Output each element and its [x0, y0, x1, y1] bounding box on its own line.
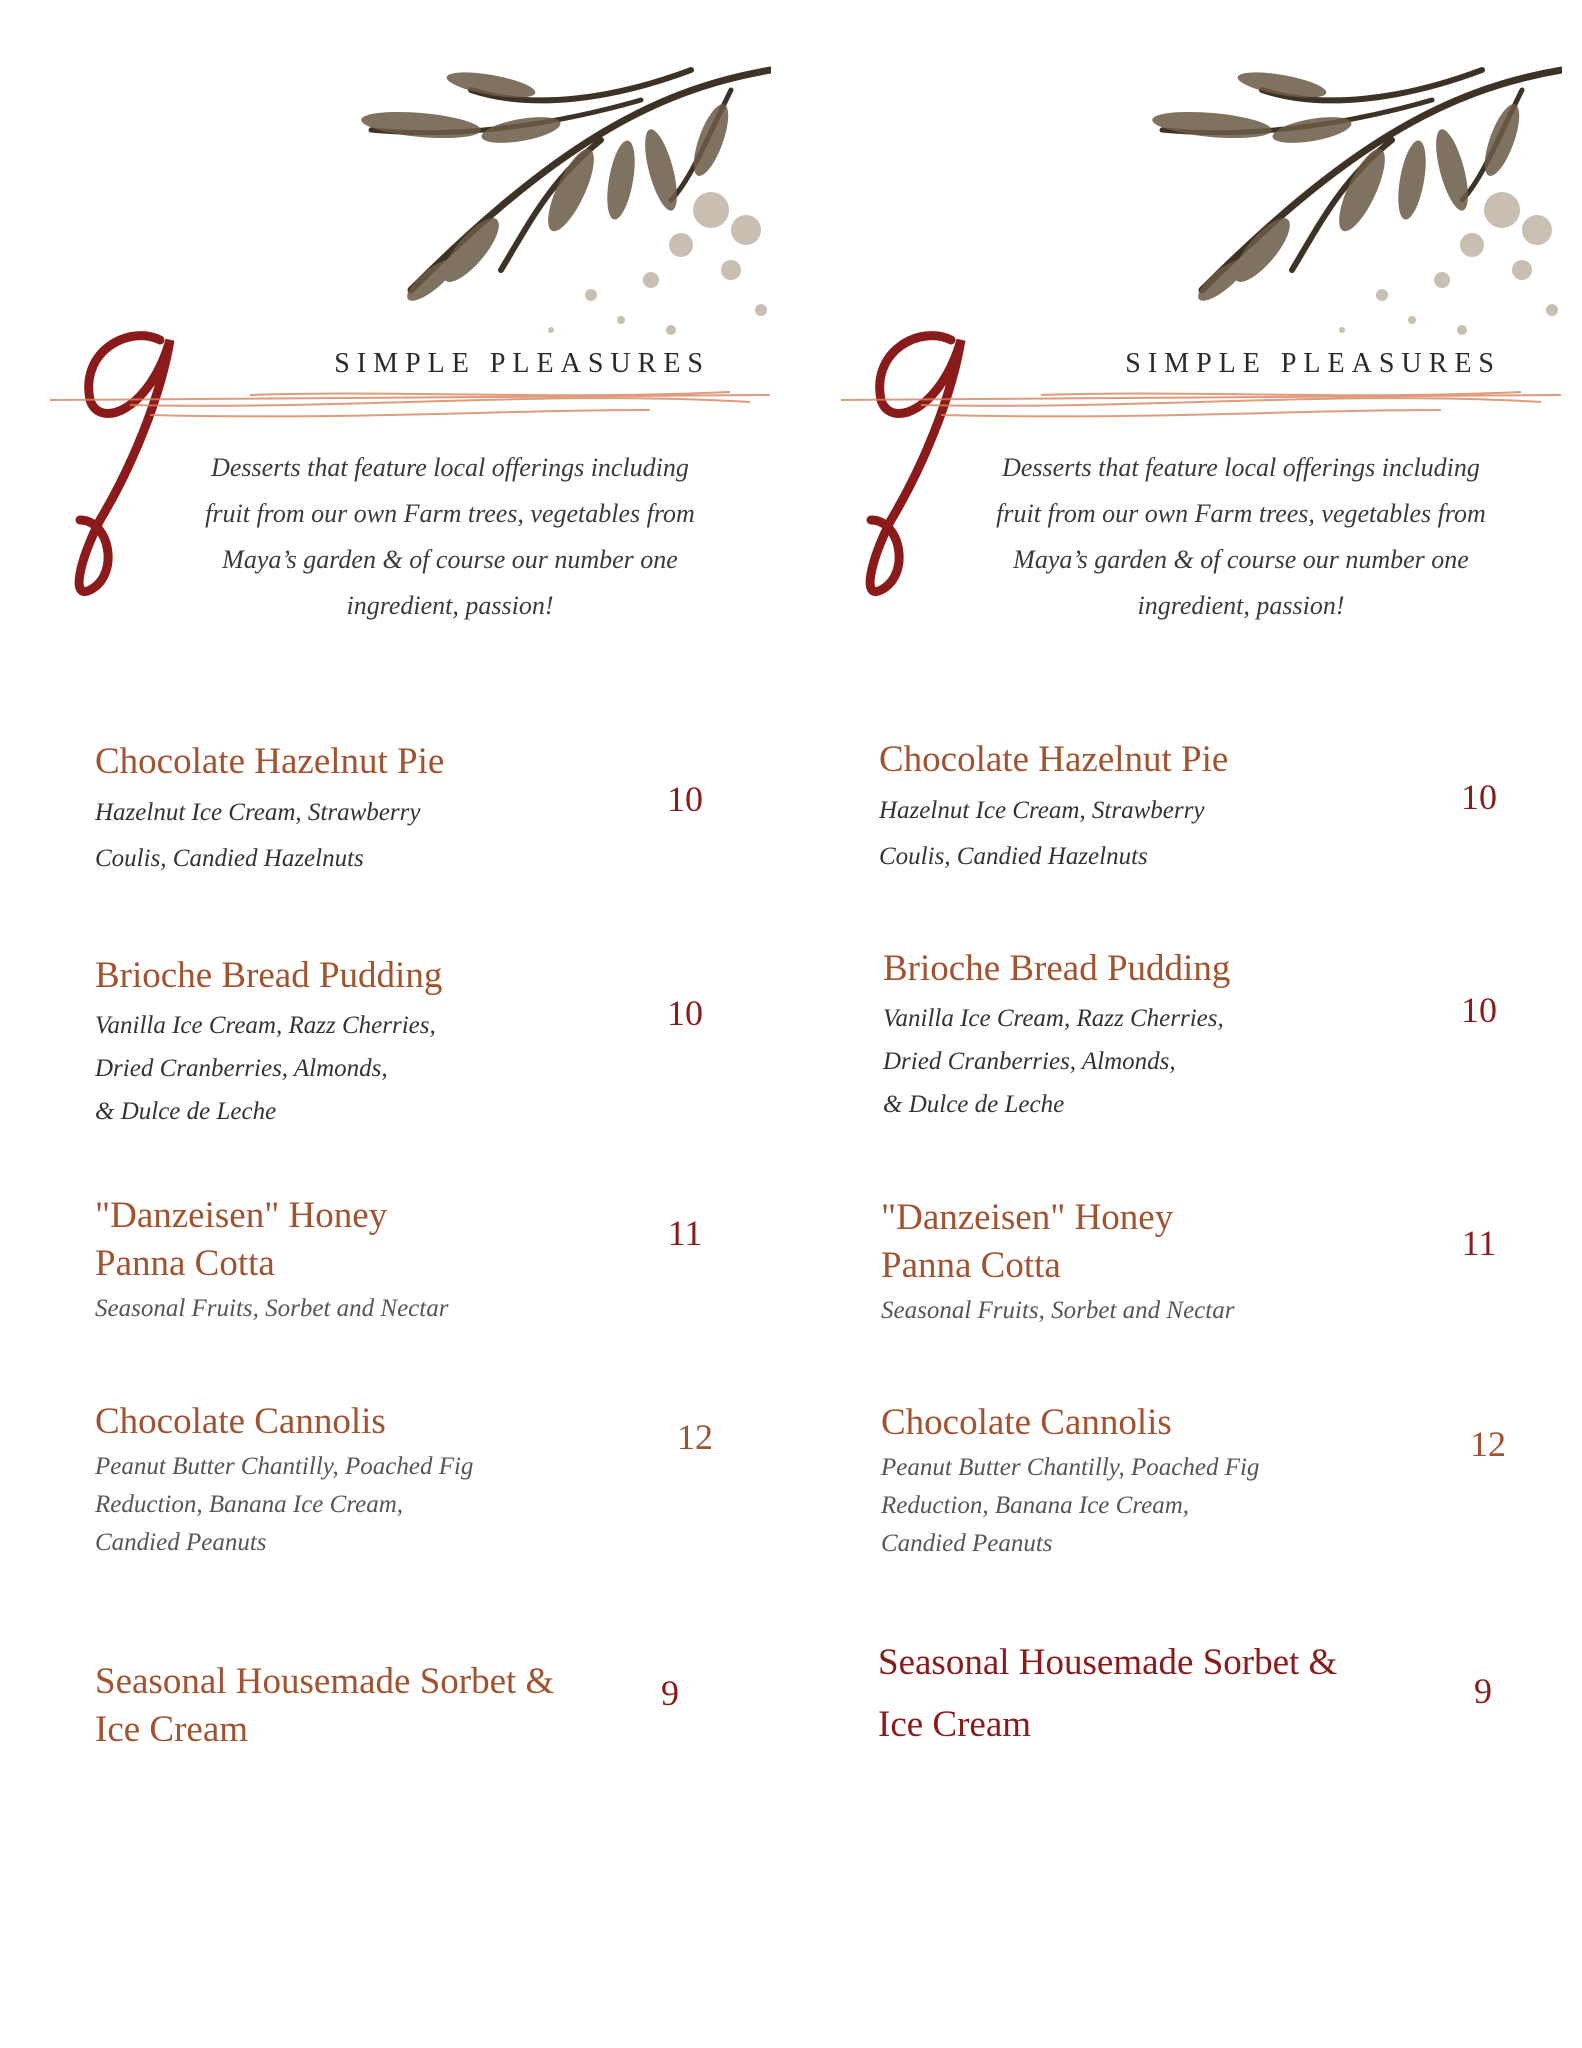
item-price: 10: [1461, 990, 1497, 1030]
menu-item-sorbet-ice-cream: [95, 1658, 715, 1754]
decorative-rule: [841, 380, 1561, 430]
item-price: 9: [661, 1673, 679, 1713]
item-price: 12: [1470, 1424, 1506, 1464]
item-name: Brioche Bread Pudding: [883, 948, 1231, 989]
menu-item-chocolate-cannolis: [881, 1399, 1506, 1563]
intro-line: Maya’s garden & of course our number one: [222, 545, 678, 574]
item-name: Chocolate Hazelnut Pie: [879, 739, 1229, 780]
botanical-illustration: [171, 30, 771, 360]
item-price: 10: [667, 779, 703, 819]
menu-item-chocolate-hazelnut-pie: [95, 738, 715, 882]
item-description: Hazelnut Ice Cream, Strawberry Coulis, Candied Hazelnuts: [879, 797, 1205, 870]
menu-item-brioche-bread-pudding: [883, 945, 1503, 1126]
menu-item-chocolate-hazelnut-pie: [879, 736, 1499, 880]
menu-item-honey-panna-cotta: [881, 1194, 1501, 1330]
item-name: "Danzeisen" Honey Panna Cotta: [881, 1197, 1174, 1286]
item-price: 9: [1474, 1671, 1492, 1711]
section-intro: [200, 445, 700, 629]
item-name: "Danzeisen" Honey Panna Cotta: [95, 1195, 388, 1284]
item-name: Chocolate Cannolis: [881, 1402, 1172, 1443]
item-name: Brioche Bread Pudding: [95, 955, 443, 996]
item-description: Seasonal Fruits, Sorbet and Nectar: [95, 1295, 449, 1322]
item-price: 10: [1461, 777, 1497, 817]
section-number-9-flourish: [50, 320, 190, 600]
item-price: 10: [667, 993, 703, 1033]
item-name: Seasonal Housemade Sorbet & Ice Cream: [95, 1661, 555, 1750]
menu-item-honey-panna-cotta: [95, 1192, 715, 1328]
intro-line: fruit from our own Farm trees, vegetables from: [205, 499, 695, 528]
item-description: Hazelnut Ice Cream, Strawberry Coulis, Candied Hazelnuts: [95, 799, 421, 872]
item-description: Vanilla Ice Cream, Razz Cherries, Dried Cranberries, Almonds, & Dulce de Leche: [883, 1005, 1224, 1118]
intro-line: ingredient, passion!: [346, 591, 554, 620]
item-price: 11: [1461, 1223, 1497, 1263]
item-name: Chocolate Hazelnut Pie: [95, 741, 445, 782]
intro-line: fruit from our own Farm trees, vegetables from: [996, 499, 1486, 528]
botanical-illustration: [962, 30, 1562, 360]
item-description: Vanilla Ice Cream, Razz Cherries, Dried Cranberries, Almonds, & Dulce de Leche: [95, 1012, 436, 1125]
item-name: Chocolate Cannolis: [95, 1401, 386, 1442]
menu-item-brioche-bread-pudding: [95, 952, 715, 1133]
menu-page-right: [791, 0, 1582, 2048]
intro-line: Maya’s garden & of course our number one: [1013, 545, 1469, 574]
section-title: SIMPLE PLEASURES: [334, 348, 710, 379]
item-price: 12: [677, 1417, 713, 1457]
section-title: SIMPLE PLEASURES: [1125, 348, 1501, 379]
decorative-rule: [50, 380, 770, 430]
menu-item-chocolate-cannolis: [95, 1398, 715, 1562]
item-price: 11: [667, 1213, 703, 1253]
section-intro: [991, 445, 1491, 629]
intro-line: Desserts that feature local offerings including: [211, 453, 689, 482]
section-number-9-flourish: [841, 320, 981, 600]
menu-item-sorbet-ice-cream: [878, 1632, 1498, 1756]
item-description: Seasonal Fruits, Sorbet and Nectar: [881, 1297, 1235, 1324]
item-description: Peanut Butter Chantilly, Poached Fig Reduction, Banana Ice Cream, Candied Peanuts: [881, 1454, 1260, 1557]
item-name: Seasonal Housemade Sorbet & Ice Cream: [878, 1642, 1338, 1745]
intro-line: Desserts that feature local offerings including: [1002, 453, 1480, 482]
intro-line: ingredient, passion!: [1137, 591, 1345, 620]
item-description: Peanut Butter Chantilly, Poached Fig Reduction, Banana Ice Cream, Candied Peanuts: [95, 1453, 474, 1556]
